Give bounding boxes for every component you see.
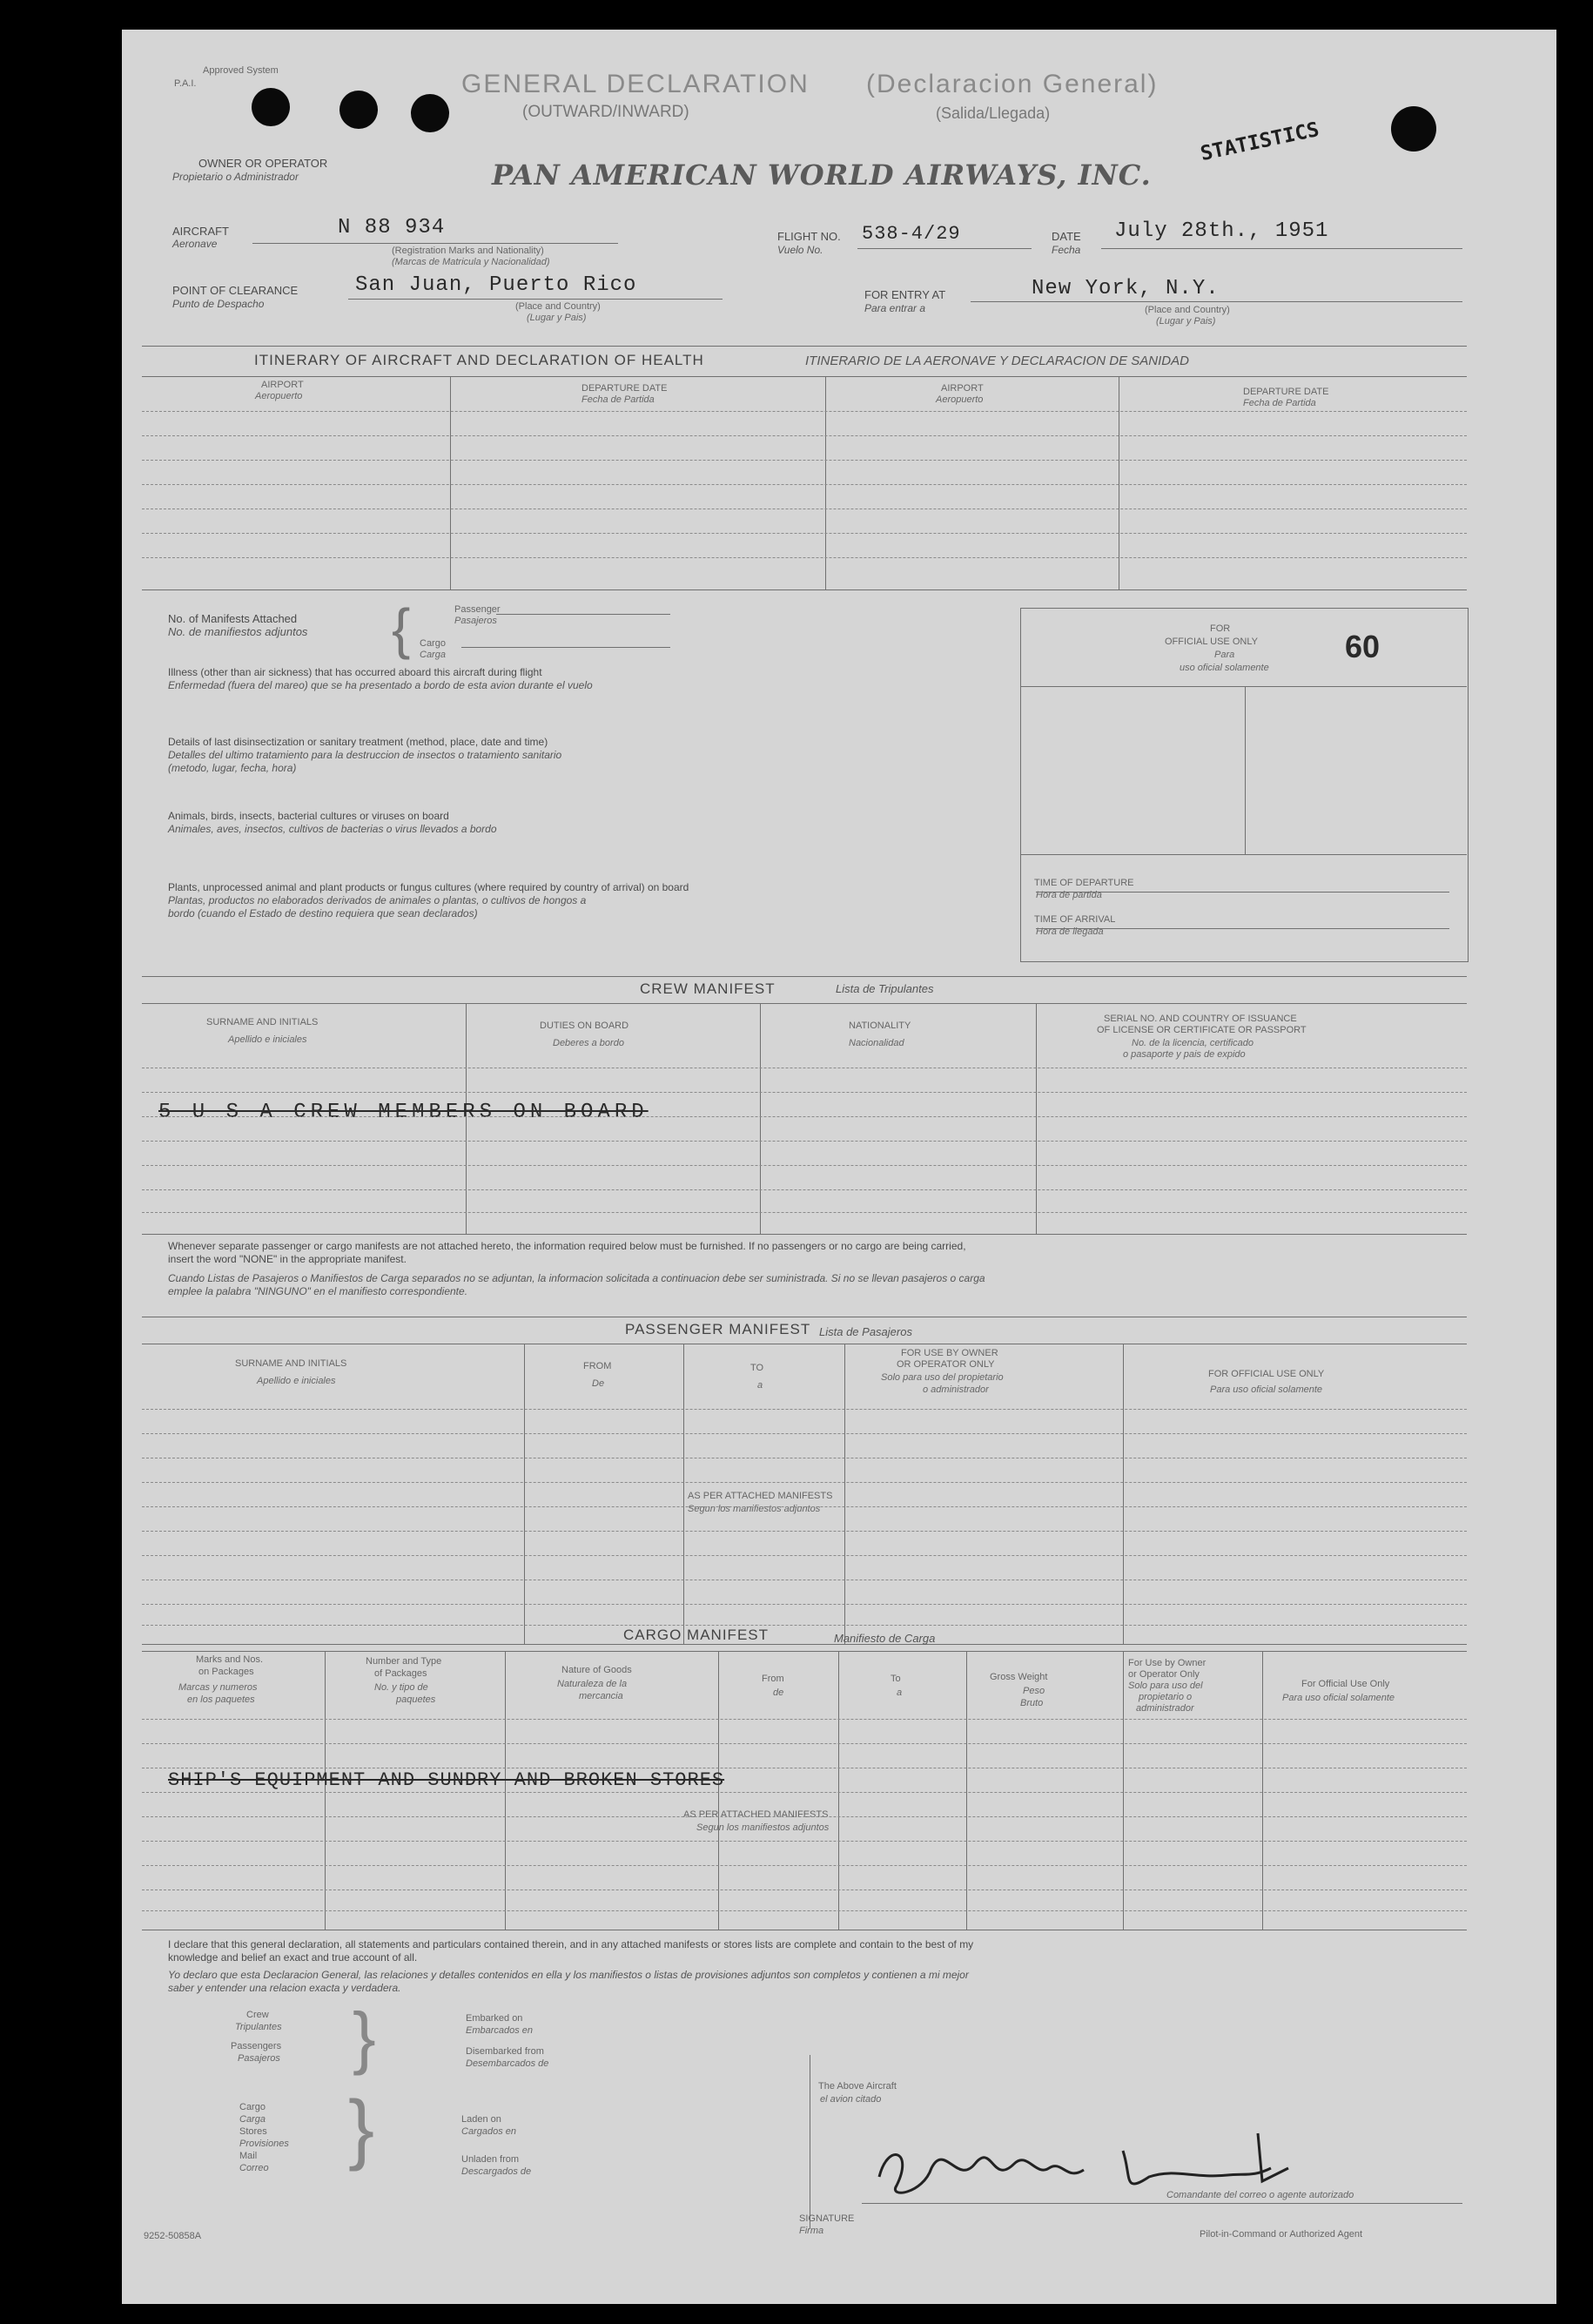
time-departure-label: TIME OF DEPARTURE	[1034, 878, 1134, 888]
clearance-value: San Juan, Puerto Rico	[355, 273, 637, 297]
time-arrival-label: TIME OF ARRIVAL	[1034, 914, 1116, 925]
crew-col-nationality: NATIONALITY	[849, 1021, 911, 1031]
summary-mail: Mail	[239, 2151, 258, 2161]
punch-hole	[339, 91, 378, 129]
cargo-col-number-2: of Packages	[374, 1668, 427, 1679]
crew-col-serial-es-2: o pasaporte y pais de expido	[1123, 1049, 1246, 1060]
passenger-col-owner-2: OR OPERATOR ONLY	[897, 1359, 995, 1370]
crew-col-surname-es: Apellido e iniciales	[228, 1034, 307, 1045]
summary-unladen: Unladen from	[461, 2154, 520, 2165]
summary-cargo-es: Carga	[239, 2114, 266, 2125]
itinerary-col-airport-2-es: Aeropuerto	[936, 394, 984, 405]
approval-note-2: P.A.I.	[174, 78, 197, 89]
summary-passengers: Passengers	[231, 2041, 282, 2051]
owner-label: OWNER OR OPERATOR	[198, 157, 328, 170]
summary-embarked: Embarked on	[466, 2013, 523, 2024]
official-label-es-1: Para	[1214, 650, 1235, 660]
illness-label: Illness (other than air sickness) that has occurred aboard this aircraft during flight	[168, 666, 542, 678]
passenger-col-official: FOR OFFICIAL USE ONLY	[1208, 1369, 1325, 1379]
cargo-col-marks-2: on Packages	[198, 1667, 254, 1677]
passenger-col-owner-es-1: Solo para uso del propietario	[881, 1372, 1004, 1383]
signature-role: Pilot-in-Command or Authorized Agent	[1200, 2229, 1363, 2240]
passenger-col-owner-1: FOR USE BY OWNER	[901, 1348, 998, 1358]
cargo-col-nature-es-2: mercancia	[579, 1691, 623, 1701]
crew-col-surname: SURNAME AND INITIALS	[206, 1017, 319, 1027]
disinsect-label-es-2: (metodo, lugar, fecha, hora)	[168, 762, 297, 774]
cargo-col-weight: Gross Weight	[990, 1672, 1048, 1682]
cargo-col-to: To	[891, 1674, 901, 1684]
cargo-col-official: For Official Use Only	[1301, 1679, 1390, 1689]
date-label: DATE	[1052, 230, 1081, 243]
official-label-1: FOR	[1210, 623, 1231, 634]
signature-above-es: el avion citado	[820, 2094, 882, 2105]
cargo-col-official-es: Para uso oficial solamente	[1282, 1693, 1395, 1703]
cargo-note-es: Segun los manifiestos adjuntos	[696, 1822, 830, 1833]
passenger-label: Passenger	[454, 604, 501, 615]
passenger-col-from-es: De	[592, 1378, 605, 1389]
disinsect-label-es: Detalles del ultimo tratamiento para la destruccion de insectos o tratamiento sanitario	[168, 749, 562, 761]
signature-label: SIGNATURE	[799, 2213, 855, 2224]
cargo-col-owner-es-3: administrador	[1136, 1703, 1194, 1714]
passenger-title-es: Lista de Pasajeros	[819, 1325, 912, 1338]
itinerary-col-airport: AIRPORT	[261, 380, 304, 390]
declaration-line-4: saber y entender una relacion exacta y verdadera.	[168, 1982, 401, 1994]
cargo-col-nature: Nature of Goods	[561, 1665, 632, 1675]
cargo-title-es: Manifiesto de Carga	[834, 1632, 936, 1645]
form-title-es: (Declaracion General)	[866, 70, 1159, 98]
declaration-line-2: knowledge and belief an exact and true account of all.	[168, 1951, 418, 1964]
cargo-col-from-es: de	[773, 1687, 784, 1698]
punch-hole	[1391, 106, 1436, 152]
date-value: July 28th., 1951	[1114, 219, 1329, 243]
approval-note: Approved System	[203, 65, 279, 76]
owner-value: PAN AMERICAN WORLD AIRWAYS, INC.	[492, 158, 1152, 192]
summary-crew: Crew	[246, 2010, 269, 2020]
plants-label-es-2: bordo (cuando el Estado de destino requiera que sean declarados)	[168, 907, 478, 919]
plants-label: Plants, unprocessed animal and plant products or fungus cultures (where required by country of arrival) on board	[168, 881, 689, 893]
disinsect-label: Details of last disinsectization or sanitary treatment (method, place, date and time)	[168, 736, 548, 748]
itinerary-col-airport-es: Aeropuerto	[255, 391, 303, 401]
statistics-stamp: STATISTICS	[1198, 118, 1321, 166]
itinerary-col-departure-2-es: Fecha de Partida	[1243, 398, 1316, 408]
illness-label-es: Enfermedad (fuera del mareo) que se ha presentado a bordo de esta avion durante el vuelo	[168, 679, 593, 691]
signature-role-es: Comandante del correo o agente autorizado	[1166, 2190, 1354, 2200]
instructions-line-2: insert the word "NONE" in the appropriate manifest.	[168, 1253, 407, 1265]
cargo-col-owner-es-1: Solo para uso del	[1128, 1681, 1203, 1691]
declaration-line-3: Yo declaro que esta Declaracion General, las relaciones y detalles contenidos en ella y los manifiestos o listas de provisiones adjuntos son completos y contienen a mi mejor	[168, 1969, 969, 1981]
manifests-label: No. of Manifests Attached	[168, 612, 298, 625]
manifests-label-es: No. de manifiestos adjuntos	[168, 625, 308, 638]
form-subtitle-es: (Salida/Llegada)	[936, 104, 1051, 122]
form-number: 9252-50858A	[144, 2231, 202, 2241]
passenger-col-owner-es-2: o administrador	[923, 1384, 989, 1395]
signature-label-es: Firma	[799, 2226, 824, 2236]
crew-col-nationality-es: Nacionalidad	[849, 1038, 904, 1048]
clearance-note-es: (Lugar y Pais)	[527, 313, 587, 323]
instructions-line-1: Whenever separate passenger or cargo manifests are not attached hereto, the information required below must be furnished. If no passengers or no cargo are being carried,	[168, 1240, 966, 1252]
cargo-note: AS PER ATTACHED MANIFESTS	[683, 1809, 829, 1820]
passenger-note-es: Segun los manifiestos adjuntos	[688, 1504, 821, 1514]
entry-label-es: Para entrar a	[864, 302, 926, 314]
summary-disembarked: Disembarked from	[466, 2046, 544, 2057]
time-departure-label-es: Hora de partida	[1036, 890, 1102, 900]
cargo-col-marks-es-2: en los paquetes	[187, 1694, 255, 1705]
entry-value: New York, N.Y.	[1032, 277, 1220, 300]
summary-cargo: Cargo	[239, 2102, 266, 2112]
cargo-col-marks-1: Marks and Nos.	[196, 1654, 264, 1665]
passenger-col-surname: SURNAME AND INITIALS	[235, 1358, 347, 1369]
crew-title-es: Lista de Tripulantes	[836, 982, 934, 995]
owner-label-es: Propietario o Administrador	[172, 171, 299, 183]
aircraft-value: N 88 934	[338, 216, 446, 239]
cargo-col-number-es-2: paquetes	[396, 1694, 436, 1705]
itinerary-col-airport-2: AIRPORT	[941, 383, 984, 394]
animals-label-es: Animales, aves, insectos, cultivos de bacterias o virus llevados a bordo	[168, 823, 497, 835]
cargo-col-from: From	[762, 1674, 784, 1684]
aircraft-label-es: Aeronave	[172, 238, 218, 250]
summary-disembarked-es: Desembarcados de	[466, 2058, 549, 2069]
passenger-note: AS PER ATTACHED MANIFESTS	[688, 1491, 833, 1501]
brace-icon: }	[348, 2085, 375, 2172]
itinerary-col-departure: DEPARTURE DATE	[581, 383, 668, 394]
punch-hole	[411, 94, 449, 132]
brace-icon: {	[392, 597, 411, 660]
entry-note-es: (Lugar y Pais)	[1156, 316, 1216, 327]
crew-entry: 5 U S A CREW MEMBERS ON BOARD	[158, 1101, 649, 1124]
passenger-col-official-es: Para uso oficial solamente	[1210, 1384, 1323, 1395]
clearance-label-es: Punto de Despacho	[172, 298, 265, 310]
cargo-col-weight-es-2: Bruto	[1020, 1698, 1044, 1708]
aircraft-note: (Registration Marks and Nationality)	[392, 246, 544, 256]
itinerary-title: ITINERARY OF AIRCRAFT AND DECLARATION OF HEALTH	[254, 352, 704, 368]
cargo-col-to-es: a	[897, 1687, 903, 1698]
punch-hole	[252, 88, 290, 126]
passenger-label-es: Pasajeros	[454, 616, 497, 626]
summary-mail-es: Correo	[239, 2163, 269, 2173]
cargo-col-number-es-1: No. y tipo de	[374, 1682, 428, 1693]
summary-passengers-es: Pasajeros	[238, 2053, 280, 2064]
passenger-col-surname-es: Apellido e iniciales	[257, 1376, 336, 1386]
official-label-es-2: uso oficial solamente	[1180, 663, 1269, 673]
entry-label: FOR ENTRY AT	[864, 288, 946, 301]
summary-embarked-es: Embarcados en	[466, 2025, 534, 2036]
crew-col-duties-es: Deberes a bordo	[553, 1038, 624, 1048]
clearance-note: (Place and Country)	[515, 301, 601, 312]
crew-col-serial-1: SERIAL NO. AND COUNTRY OF ISSUANCE	[1104, 1014, 1297, 1024]
animals-label: Animals, birds, insects, bacterial cultures or viruses on board	[168, 810, 449, 822]
crew-col-serial-2: OF LICENSE OR CERTIFICATE OR PASSPORT	[1097, 1025, 1307, 1035]
summary-laden: Laden on	[461, 2114, 501, 2125]
cargo-col-owner-2: or Operator Only	[1128, 1669, 1200, 1680]
declaration-line-1: I declare that this general declaration, all statements and particulars contained therein, and in any attached manifests or stores lists are complete and contain to the best of my	[168, 1938, 974, 1950]
cargo-label: Cargo	[420, 638, 446, 649]
entry-note: (Place and Country)	[1145, 305, 1230, 315]
clearance-label: POINT OF CLEARANCE	[172, 284, 299, 297]
official-label-2: OFFICIAL USE ONLY	[1165, 637, 1258, 647]
cargo-col-marks-es-1: Marcas y numeros	[178, 1682, 258, 1693]
aircraft-note-es: (Marcas de Matricula y Nacionalidad)	[392, 257, 550, 267]
crew-col-serial-es-1: No. de la licencia, certificado	[1132, 1038, 1254, 1048]
brace-icon: }	[353, 1998, 376, 2076]
form-title: GENERAL DECLARATION	[461, 70, 810, 98]
instructions-line-3: Cuando Listas de Pasajeros o Manifiestos de Carga separados no se adjuntan, la informacion solicitada a continuacion debe ser suministrada. Si no se llevan pasajeros o carga	[168, 1272, 985, 1284]
cargo-col-nature-es-1: Naturaleza de la	[557, 1679, 628, 1689]
itinerary-title-es: ITINERARIO DE LA AERONAVE Y DECLARACION DE SANIDAD	[805, 354, 1189, 368]
summary-laden-es: Cargados en	[461, 2126, 516, 2137]
itinerary-col-departure-2: DEPARTURE DATE	[1243, 387, 1329, 397]
summary-unladen-es: Descargados de	[461, 2166, 532, 2177]
aircraft-label: AIRCRAFT	[172, 225, 229, 238]
passenger-col-to: TO	[750, 1363, 764, 1373]
crew-title: CREW MANIFEST	[640, 980, 776, 997]
cargo-label-es: Carga	[420, 650, 446, 660]
cargo-title: CARGO MANIFEST	[623, 1627, 770, 1643]
form-subtitle: (OUTWARD/INWARD)	[522, 103, 689, 121]
summary-crew-es: Tripulantes	[235, 2022, 282, 2032]
instructions-line-4: emplee la palabra "NINGUNO" en el manifiesto correspondiente.	[168, 1285, 468, 1297]
itinerary-col-departure-es: Fecha de Partida	[581, 394, 655, 405]
flight-label: FLIGHT NO.	[777, 230, 841, 243]
passenger-col-to-es: a	[757, 1380, 763, 1391]
time-arrival-label-es: Hora de llegada	[1036, 926, 1104, 937]
plants-label-es: Plantas, productos no elaborados derivados de animales o plantas, o cultivos de hongos a	[168, 894, 587, 906]
cargo-col-number-1: Number and Type	[366, 1656, 442, 1667]
cargo-col-weight-es-1: Peso	[1023, 1686, 1045, 1696]
date-label-es: Fecha	[1052, 244, 1081, 256]
signature-above: The Above Aircraft	[818, 2081, 897, 2092]
official-number: 60	[1345, 629, 1381, 664]
summary-stores-es: Provisiones	[239, 2139, 289, 2149]
flight-value: 538-4/29	[862, 223, 961, 245]
cargo-col-owner-es-2: propietario o	[1139, 1692, 1193, 1702]
passenger-col-from: FROM	[583, 1361, 612, 1371]
cargo-entry: SHIP'S EQUIPMENT AND SUNDRY AND BROKEN STORES	[168, 1769, 725, 1791]
summary-stores: Stores	[239, 2126, 267, 2137]
flight-label-es: Vuelo No.	[777, 244, 823, 256]
crew-col-duties: DUTIES ON BOARD	[540, 1021, 629, 1031]
cargo-col-owner-1: For Use by Owner	[1128, 1658, 1207, 1668]
passenger-title: PASSENGER MANIFEST	[625, 1321, 811, 1337]
